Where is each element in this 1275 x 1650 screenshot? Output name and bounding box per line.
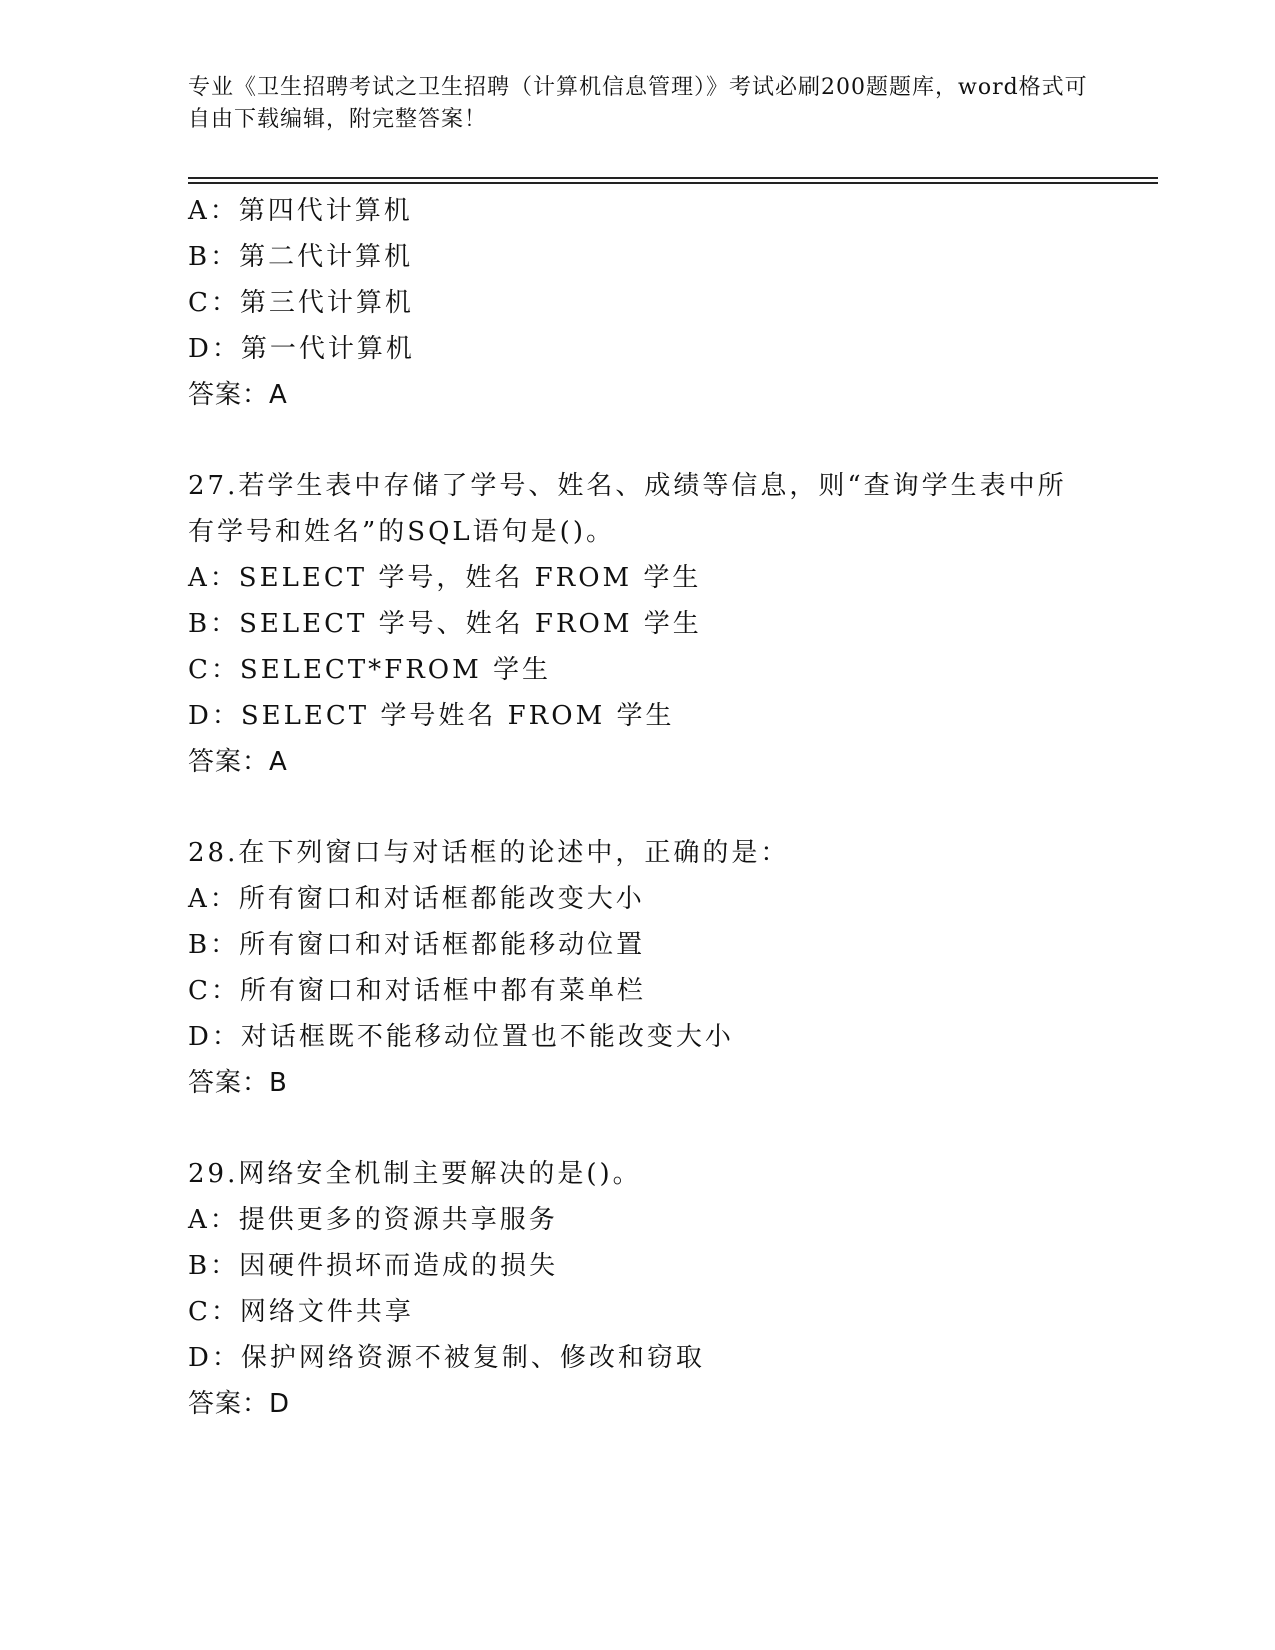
spacer bbox=[188, 785, 1088, 830]
option-b: B：SELECT 学号、姓名 FROM 学生 bbox=[188, 609, 702, 639]
question-stem: 29.网络安全机制主要解决的是()。 bbox=[188, 1159, 642, 1189]
option-a: A：所有窗口和对话框都能改变大小 bbox=[188, 884, 645, 914]
header-divider-bottom bbox=[188, 182, 1158, 184]
question-block bbox=[188, 463, 1088, 785]
question-block bbox=[188, 1151, 1088, 1427]
spacer bbox=[188, 418, 1088, 463]
question-block bbox=[188, 830, 1088, 1106]
header-divider-top bbox=[188, 177, 1158, 179]
option-c: C：第三代计算机 bbox=[188, 288, 414, 318]
option-a: A：提供更多的资源共享服务 bbox=[188, 1205, 558, 1235]
question-stem: 有学号和姓名”的SQL语句是()。 bbox=[188, 517, 615, 547]
option-d: D：SELECT 学号姓名 FROM 学生 bbox=[188, 701, 675, 731]
document-header: 专业《卫生招聘考试之卫生招聘（计算机信息管理）》考试必刷200题题库，word格式可自由下载编辑，附完整答案！ bbox=[188, 75, 1088, 132]
question-list bbox=[188, 188, 1088, 1427]
option-a: A：SELECT 学号，姓名 FROM 学生 bbox=[188, 563, 702, 593]
option-d: D：保护网络资源不被复制、修改和窃取 bbox=[188, 1343, 705, 1373]
option-b: B：第二代计算机 bbox=[188, 242, 414, 272]
option-b: B：因硬件损坏而造成的损失 bbox=[188, 1251, 559, 1281]
spacer bbox=[188, 1106, 1088, 1151]
question-block bbox=[188, 188, 1088, 418]
option-c: C：所有窗口和对话框中都有菜单栏 bbox=[188, 976, 646, 1006]
option-b: B：所有窗口和对话框都能移动位置 bbox=[188, 930, 646, 960]
option-c: C：网络文件共享 bbox=[188, 1297, 414, 1327]
option-d: D：对话框既不能移动位置也不能改变大小 bbox=[188, 1022, 734, 1052]
answer: 答案：B bbox=[188, 1068, 288, 1098]
answer: 答案：A bbox=[188, 747, 288, 777]
answer: 答案：A bbox=[188, 380, 288, 410]
answer: 答案：D bbox=[188, 1389, 291, 1419]
question-stem: 28.在下列窗口与对话框的论述中，正确的是： bbox=[188, 838, 790, 868]
option-a: A：第四代计算机 bbox=[188, 196, 413, 226]
question-stem: 27.若学生表中存储了学号、姓名、成绩等信息，则“查询学生表中所 bbox=[188, 471, 1067, 501]
option-c: C：SELECT*FROM 学生 bbox=[188, 655, 551, 685]
option-d: D：第一代计算机 bbox=[188, 334, 415, 364]
